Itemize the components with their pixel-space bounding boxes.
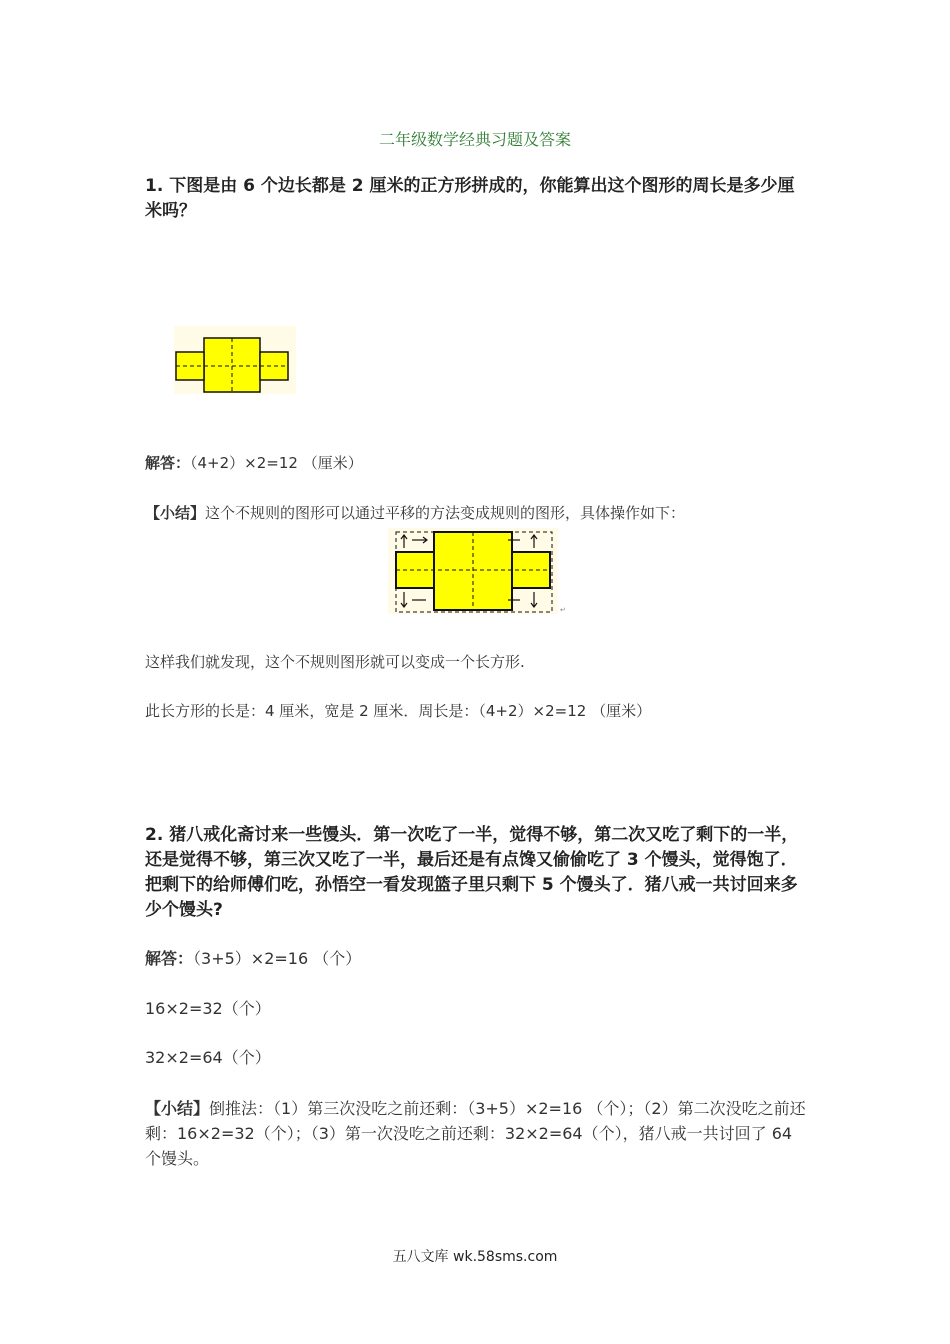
page-title: 二年级数学经典习题及答案	[378, 130, 571, 149]
q1-line2: 此长方形的长是：4 厘米，宽是 2 厘米．周长是：（4+2）×2=12 （厘米）	[145, 702, 652, 720]
question-1: 1. 下图是由 6 个边长都是 2 厘米的正方形拼成的，你能算出这个图形的周长是多少厘米吗？	[145, 176, 795, 221]
summary-text: 这个不规则的图形可以通过平移的方法变成规则的图形，具体操作如下：	[205, 504, 686, 522]
summary-text: 倒推法：（1）第三次没吃之前还剩：（3+5）×2=16 （个）；（2）第二次没吃之前还剩：16×2=32（个）；（3）第一次没吃之前还剩：32×2=64（个），猪八戒一共讨回了 64 个馒头。	[145, 1099, 806, 1168]
figure-cross-shape	[170, 322, 300, 398]
q1-summary	[145, 501, 810, 525]
summary-label: 【小结】	[145, 1099, 210, 1118]
q1-answer	[145, 451, 810, 475]
footer-watermark: 五八文库 wk.58sms.com	[392, 1249, 558, 1265]
answer-text: （3+5）×2=16 （个）	[193, 949, 362, 968]
q2-summary	[145, 1096, 810, 1171]
svg-text:↵: ↵	[560, 606, 566, 614]
answer-label: 解答：	[145, 454, 191, 472]
summary-label: 【小结】	[145, 504, 206, 522]
figure-translation	[386, 526, 568, 618]
q2-answer	[145, 947, 810, 971]
question-2: 2. 猪八戒化斋讨来一些馒头．第一次吃了一半，觉得不够，第二次又吃了剩下的一半，还是觉得不够，第三次又吃了一半，最后还是有点馋又偷偷吃了 3 个馒头，觉得饱了．把剩下的给师傅们吃，孙悟空一看发现篮子里只剩下 5 个馒头了．猪八戒一共讨回来多少个馒头?	[145, 825, 799, 920]
q1-line1: 这样我们就发现，这个不规则图形就可以变成一个长方形.	[145, 653, 525, 671]
answer-text: （4+2）×2=12 （厘米）	[190, 454, 363, 472]
q2-step3: 32×2=64（个）	[145, 1048, 271, 1067]
q2-step2: 16×2=32（个）	[145, 999, 271, 1018]
answer-label: 解答：	[145, 949, 194, 968]
